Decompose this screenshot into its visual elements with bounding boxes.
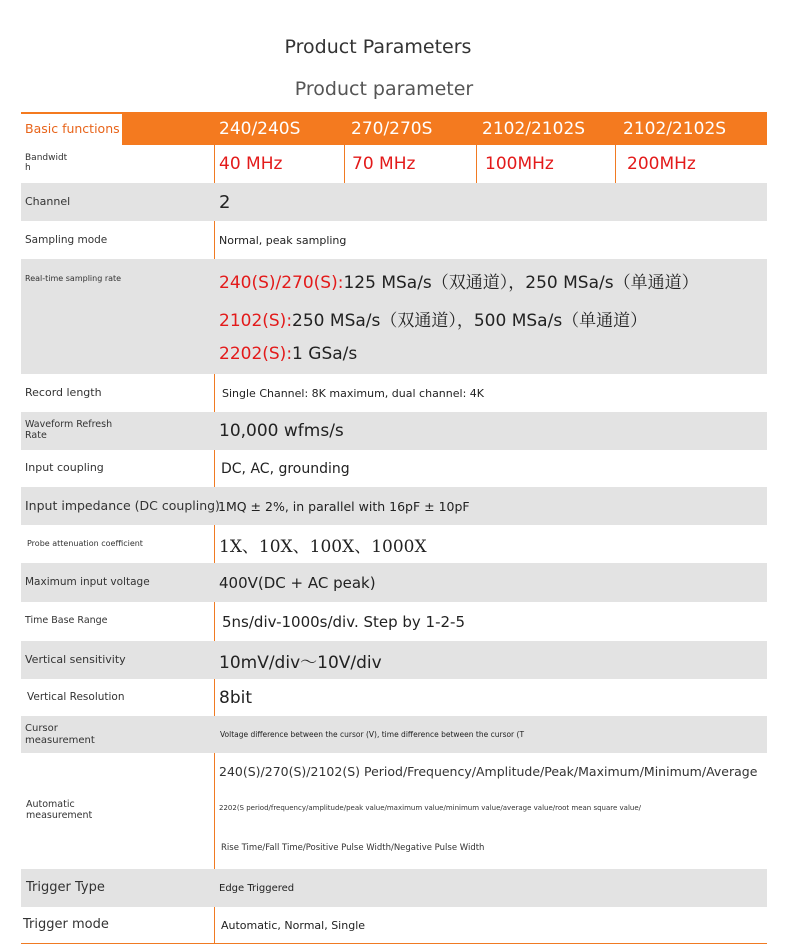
auto-measure-line-1: 240(S)/270(S)/2102(S) Period/Frequency/Amplitude/Peak/Maximum/Minimum/Average	[219, 764, 758, 779]
row-label: Input coupling	[25, 461, 104, 475]
table-row-vertical-sensitivity	[21, 641, 767, 679]
row-value: Automatic, Normal, Single	[221, 918, 366, 932]
row-label: Input impedance (DC coupling)	[25, 497, 220, 513]
row-value: Normal, peak sampling	[219, 233, 347, 247]
row-value: 5ns/div-1000s/div. Step by 1-2-5	[222, 612, 466, 631]
table-row-bandwidth	[21, 145, 767, 183]
table-row-automatic-measurement	[21, 753, 767, 869]
table-row-probe-attenuation	[21, 525, 767, 563]
row-value: 10,000 wfms/s	[219, 421, 344, 441]
auto-measure-line-3: Rise Time/Fall Time/Positive Pulse Width/Negative Pulse Width	[221, 843, 485, 853]
row-value: 2	[219, 191, 231, 213]
bandwidth-value-4: 200MHz	[627, 154, 696, 174]
row-label: Waveform Refresh Rate	[25, 419, 113, 441]
table-row-vertical-resolution	[21, 679, 767, 716]
table-bottom-border	[21, 943, 767, 944]
row-value: 400V(DC + AC peak)	[219, 573, 376, 592]
row-label: Real-time sampling rate	[25, 274, 122, 283]
table-row-trigger-mode	[21, 907, 767, 943]
header-label: Basic functions	[25, 121, 120, 136]
table-row-realtime-sampling	[21, 259, 767, 374]
table-row-max-input-voltage	[21, 563, 767, 602]
header-model-2: 270/270S	[351, 118, 433, 139]
cell-divider	[476, 145, 477, 183]
sampling-rate-line-1: 240(S)/270(S):125 MSa/s（双通道），250 MSa/s（单通道）	[219, 273, 699, 293]
table-row-time-base-range	[21, 602, 767, 641]
table-row-cursor-measurement	[21, 716, 767, 753]
table-row-input-coupling	[21, 450, 767, 487]
row-label: Sampling mode	[25, 233, 108, 246]
table-header	[21, 112, 767, 145]
row-value: 8bit	[219, 687, 252, 708]
table-row-sampling-mode	[21, 221, 767, 259]
header-model-4: 2102/2102S	[623, 118, 727, 139]
sampling-rate-line-3: 2202(S):1 GSa/s	[219, 344, 358, 364]
table-row-input-impedance	[21, 487, 767, 525]
row-label: Trigger mode	[23, 916, 109, 932]
row-label: Record length	[25, 385, 102, 399]
bandwidth-value-2: 70 MHz	[352, 154, 416, 174]
table-row-record-length	[21, 374, 767, 412]
auto-measure-line-2: 2202(S period/frequency/amplitude/peak value/maximum value/minimum value/average value/root mean square value/	[219, 804, 642, 812]
row-label: Time Base Range	[25, 615, 108, 627]
header-model-1: 240/240S	[219, 118, 301, 139]
table-row-refresh-rate	[21, 412, 767, 450]
table-row-channel	[21, 183, 767, 221]
row-value: 1X、10X、100X、1000X	[219, 536, 427, 557]
cell-divider	[344, 145, 345, 183]
table-row-trigger-type	[21, 869, 767, 907]
row-label: Probe attenuation coefficient	[27, 539, 143, 549]
row-value: 1MQ ± 2%, in parallel with 16pF ± 10pF	[218, 498, 470, 514]
row-value: DC, AC, grounding	[221, 460, 350, 477]
row-label: Channel	[25, 194, 71, 208]
row-label: Vertical Resolution	[27, 691, 125, 704]
header-model-3: 2102/2102S	[482, 118, 586, 139]
row-value: Edge Triggered	[219, 882, 295, 894]
row-label: Cursor measurement	[25, 723, 95, 746]
row-value: Single Channel: 8K maximum, dual channel: 4K	[222, 386, 484, 400]
row-label: Vertical sensitivity	[25, 652, 126, 666]
row-value: Voltage difference between the cursor (V), time difference between the cursor (T	[220, 730, 525, 739]
row-label: Automatic measurement	[26, 799, 93, 821]
bandwidth-value-1: 40 MHz	[219, 154, 283, 174]
page-subtitle: Product parameter	[294, 78, 474, 100]
cell-divider	[615, 145, 616, 183]
row-label: Trigger Type	[26, 879, 105, 895]
sampling-rate-line-2: 2102(S):250 MSa/s（双通道），500 MSa/s（单通道）	[219, 311, 648, 331]
bandwidth-value-3: 100MHz	[485, 154, 554, 174]
row-value: 10mV/div～10V/div	[219, 652, 382, 673]
row-label: Maximum input voltage	[25, 576, 150, 589]
page-title: Product Parameters	[284, 36, 472, 58]
row-label: Bandwidt h	[25, 153, 68, 174]
